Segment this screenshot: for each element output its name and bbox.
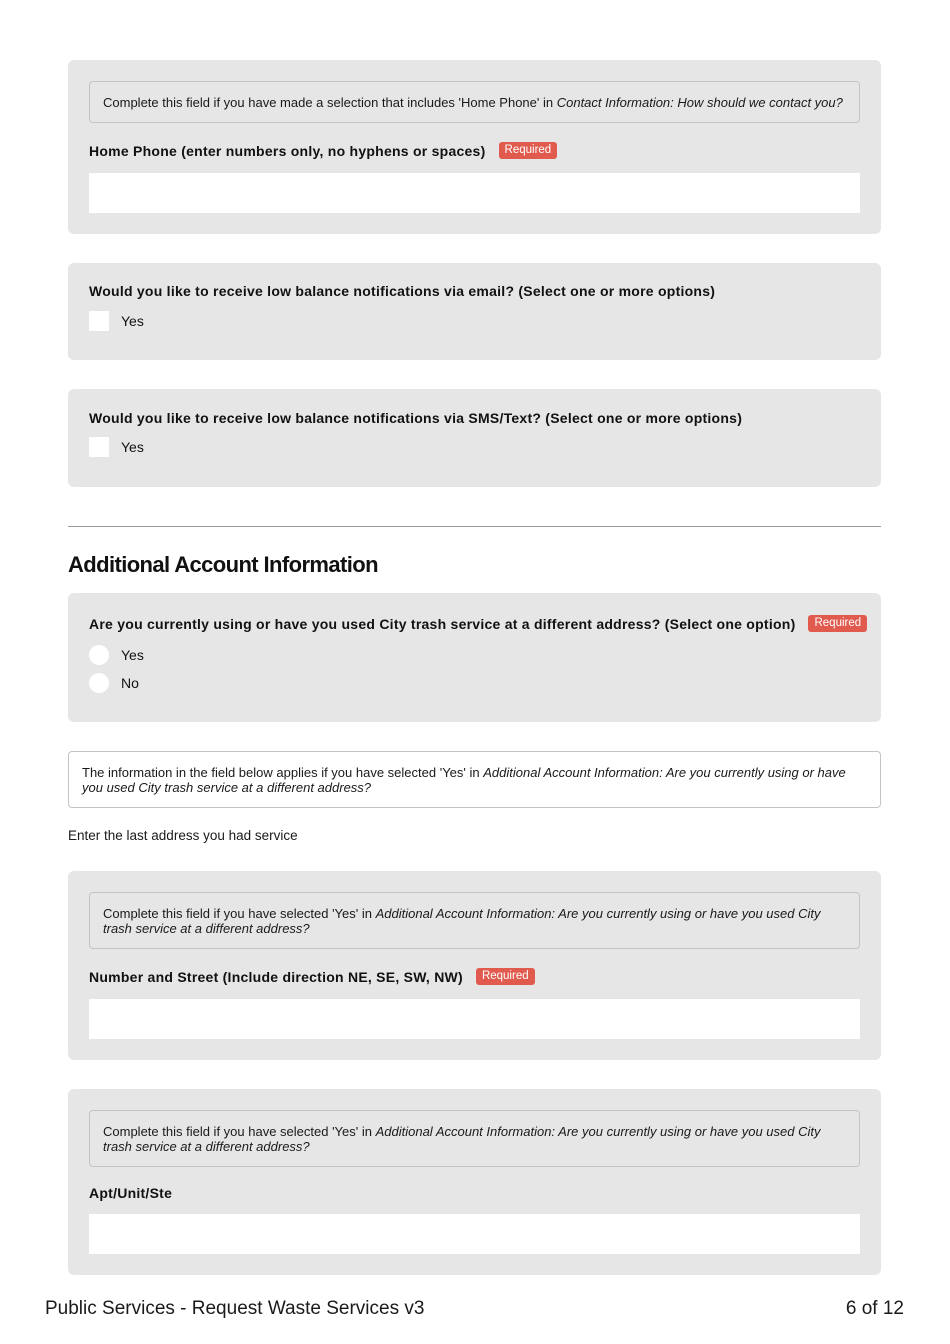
street-label: Number and Street (Include direction NE, SE, SW, NW) [89, 968, 463, 985]
last-address-instruction: Enter the last address you had service [68, 828, 298, 843]
email-yes-label: Yes [121, 313, 144, 329]
info-box-emphasis: Additional Account Information: Are you currently using or have you used City trash service at a different address? [82, 764, 846, 795]
street-label-row [89, 968, 535, 985]
trash-service-yes-option[interactable] [89, 645, 144, 665]
footer-form-name: Public Services - Request Waste Services v3 [45, 1298, 425, 1319]
trash-service-label-row [89, 615, 867, 632]
street-note-emphasis: Additional Account Information: Are you currently using or have you used City trash service at a different address? [103, 905, 821, 936]
street-input[interactable] [89, 999, 860, 1039]
required-badge: Required [476, 968, 535, 985]
email-notifications-label: Would you like to receive low balance notifications via email? (Select one or more options) [89, 283, 716, 299]
trash-yes-radio[interactable] [89, 645, 109, 665]
trash-yes-label: Yes [121, 647, 144, 663]
apt-input[interactable] [89, 1214, 860, 1254]
trash-no-label: No [121, 675, 139, 691]
apt-panel [68, 1089, 881, 1275]
home-phone-note-prefix: Complete this field if you have made a selection that includes 'Home Phone' in [103, 94, 557, 110]
trash-service-panel [68, 593, 881, 722]
required-badge: Required [499, 142, 558, 159]
home-phone-input[interactable] [89, 173, 860, 213]
home-phone-label: Home Phone (enter numbers only, no hyphens or spaces) [89, 142, 486, 159]
home-phone-note-emphasis: Contact Information: How should we contact you? [556, 94, 843, 110]
sms-notifications-panel [68, 389, 881, 487]
home-phone-conditional-note [89, 81, 860, 123]
home-phone-panel [68, 60, 881, 234]
apt-note-emphasis: Additional Account Information: Are you currently using or have you used City trash service at a different address? [103, 1123, 821, 1154]
email-notifications-panel [68, 263, 881, 360]
home-phone-label-row [89, 142, 557, 159]
apt-label: Apt/Unit/Ste [89, 1185, 173, 1201]
email-yes-checkbox[interactable] [89, 311, 109, 331]
street-note-prefix: Complete this field if you have selected 'Yes' in [103, 905, 376, 921]
sms-yes-label: Yes [121, 439, 144, 455]
trash-service-label: Are you currently using or have you used City trash service at a different address? (Select one option) [89, 615, 796, 632]
trash-service-no-option[interactable] [89, 673, 139, 693]
apt-note-prefix: Complete this field if you have selected 'Yes' in [103, 1123, 376, 1139]
apt-conditional-note [89, 1110, 860, 1167]
street-panel [68, 871, 881, 1060]
section-title: Additional Account Information [68, 552, 378, 577]
conditional-info-box [68, 751, 881, 808]
email-notifications-yes-option[interactable] [89, 311, 144, 331]
footer-page-number: 6 of 12 [845, 1298, 904, 1319]
sms-yes-checkbox[interactable] [89, 437, 109, 457]
section-divider [68, 526, 881, 527]
required-badge: Required [808, 615, 867, 632]
sms-notifications-yes-option[interactable] [89, 437, 144, 457]
street-conditional-note [89, 892, 860, 949]
trash-no-radio[interactable] [89, 673, 109, 693]
sms-notifications-label: Would you like to receive low balance notifications via SMS/Text? (Select one or more options) [89, 410, 743, 426]
info-box-prefix: The information in the field below applies if you have selected 'Yes' in [82, 764, 484, 780]
